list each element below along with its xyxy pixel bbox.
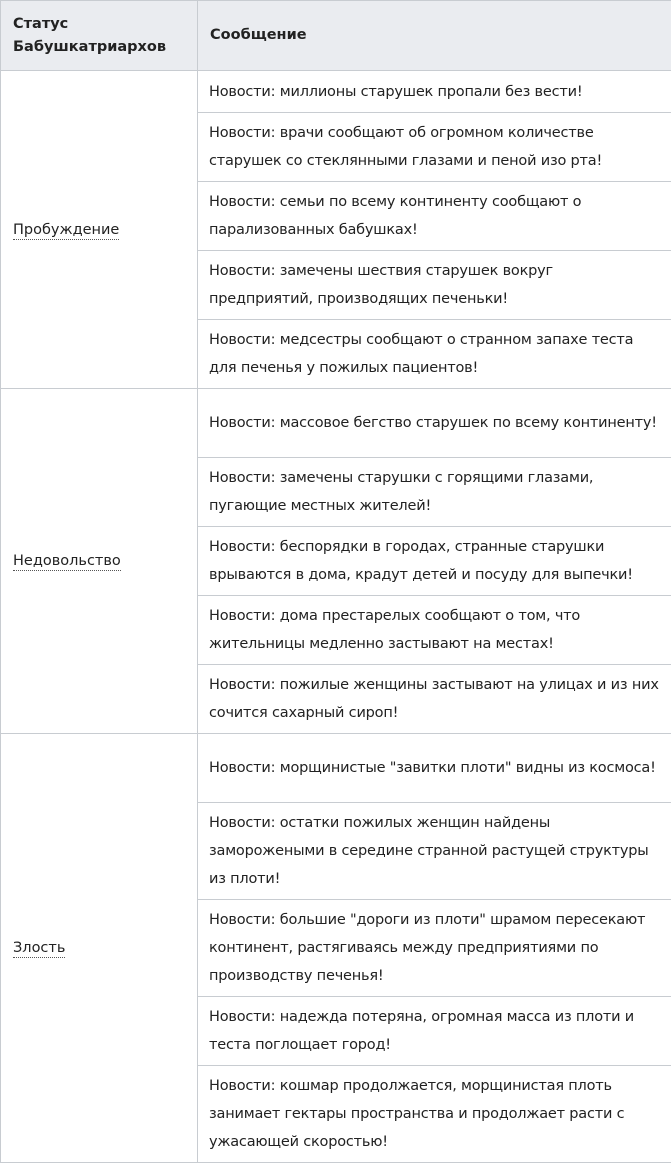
message-cell: Новости: остатки пожилых женщин найдены заморожеными в середине странной растущей структуры из плоти! bbox=[198, 803, 671, 900]
status-label-awakening[interactable]: Пробуждение bbox=[13, 221, 120, 238]
table-row bbox=[1, 734, 671, 803]
status-cell bbox=[1, 389, 198, 734]
message-cell: Новости: большие "дороги из плоти" шрамом пересекают континент, растягиваясь между предприятиями по производству печенья! bbox=[198, 900, 671, 997]
message-cell: Новости: медсестры сообщают о странном запахе теста для печенья у пожилых пациентов! bbox=[198, 320, 671, 389]
status-label-anger[interactable]: Злость bbox=[13, 940, 66, 956]
message-cell: Новости: массовое бегство старушек по всему континенту! bbox=[198, 389, 671, 458]
message-cell: Новости: пожилые женщины застывают на улицах и из них сочится сахарный сироп! bbox=[198, 665, 671, 734]
message-cell: Новости: миллионы старушек пропали без вести! bbox=[198, 71, 671, 113]
message-cell: Новости: надежда потеряна, огромная масса из плоти и теста поглощает город! bbox=[198, 997, 671, 1066]
message-cell: Новости: замечены шествия старушек вокруг предприятий, производящих печеньки! bbox=[198, 251, 671, 320]
message-cell: Новости: дома престарелых сообщают о том, что жительницы медленно застывают на местах! bbox=[198, 596, 671, 665]
table-row bbox=[1, 389, 671, 458]
message-cell: Новости: беспорядки в городах, странные старушки врываются в дома, крадут детей и посуду для выпечки! bbox=[198, 527, 671, 596]
table-row bbox=[1, 71, 671, 113]
table-header-row bbox=[1, 1, 671, 71]
message-cell: Новости: кошмар продолжается, морщинистая плоть занимает гектары пространства и продолжает расти с ужасающей скоростью! bbox=[198, 1066, 671, 1163]
message-cell: Новости: замечены старушки с горящими глазами, пугающие местных жителей! bbox=[198, 458, 671, 527]
message-cell: Новости: морщинистые "завитки плоти" видны из космоса! bbox=[198, 734, 671, 803]
message-cell: Новости: врачи сообщают об огромном количестве старушек со стеклянными глазами и пеной изо рта! bbox=[198, 113, 671, 182]
header-status: Статус Бабушкатриархов bbox=[1, 1, 198, 71]
header-message: Сообщение bbox=[198, 1, 671, 71]
status-label-discontent[interactable]: Недовольство bbox=[13, 553, 121, 569]
message-cell: Новости: семьи по всему континенту сообщают о парализованных бабушках! bbox=[198, 182, 671, 251]
status-cell bbox=[1, 734, 198, 1163]
status-cell bbox=[1, 71, 198, 389]
